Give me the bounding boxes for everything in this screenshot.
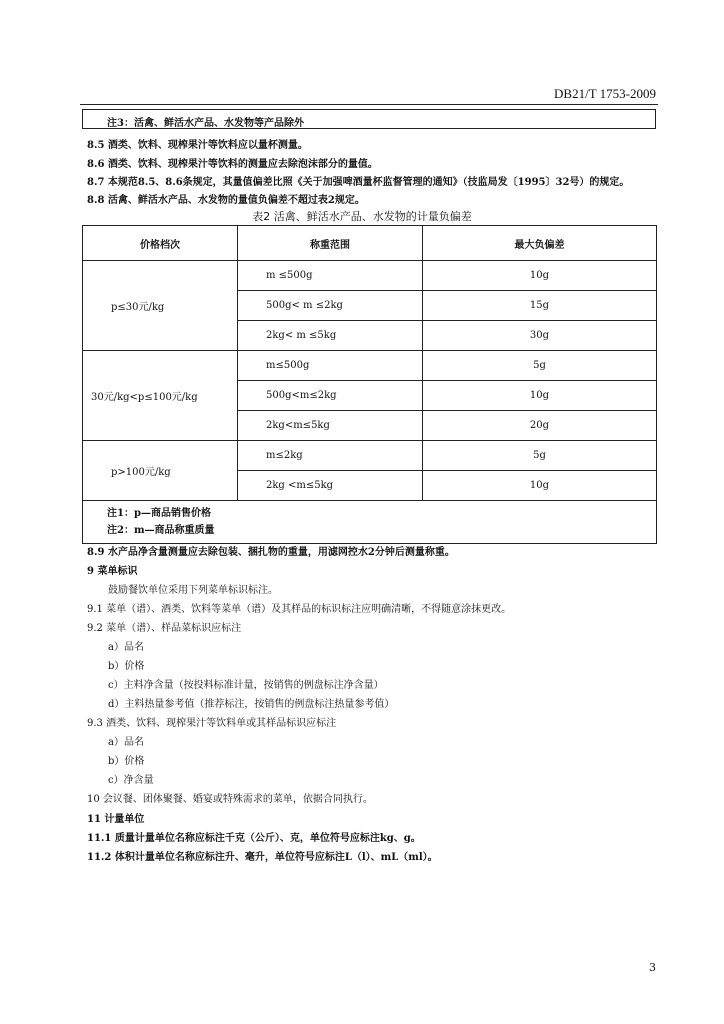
clause-9-2: 9.2 菜单（谱）、样品菜标识应标注 <box>87 623 242 634</box>
deviation-cell: 30g <box>423 321 657 351</box>
list-item: c）净含量 <box>108 775 154 786</box>
deviation-cell: 10g <box>423 471 657 501</box>
document-code-header: DB21/T 1753-2009 <box>554 86 656 101</box>
deviation-cell: 5g <box>423 351 657 381</box>
table-notes-row <box>83 501 657 544</box>
deviation-table <box>82 225 657 544</box>
weight-range-cell: 2kg <m≤5kg <box>238 471 423 501</box>
list-item: c）主料净含量（按投料标准计量，按销售的例盘标注净含量） <box>108 680 384 691</box>
list-item: a）品名 <box>108 737 144 748</box>
price-tier-cell: p≤30元/kg <box>83 261 238 351</box>
table-row <box>83 261 657 291</box>
table-note: 注2：m—商品称重质量 <box>107 525 215 536</box>
list-item: b）价格 <box>108 756 145 767</box>
list-item: d）主料热量参考值（推荐标注，按销售的例盘标注热量参考值） <box>108 699 395 710</box>
clause-11-1: 11.1 质量计量单位名称应标注千克（公斤）、克，单位符号应标注kg、g。 <box>87 833 421 844</box>
clause-8-8: 8.8 活禽、鲜活水产品、水发物的量值负偏差不超过表2规定。 <box>87 195 365 206</box>
deviation-cell: 15g <box>423 291 657 321</box>
weight-range-cell: m ≤500g <box>238 261 423 291</box>
clause-9-1: 9.1 菜单（谱）、酒类、饮料等菜单（谱）及其样品的标识标注应明确清晰，不得随意涂抹更改。 <box>87 604 512 615</box>
table-title: 表2 活禽、鲜活水产品、水发物的计量负偏差 <box>252 210 472 223</box>
deviation-cell: 10g <box>423 261 657 291</box>
weight-range-cell: m≤2kg <box>238 441 423 471</box>
table-notes <box>83 501 657 544</box>
price-tier-cell: p>100元/kg <box>83 441 238 501</box>
clause-8-6: 8.6 酒类、饮料、现榨果汁等饮料的测量应去除泡沫部分的量值。 <box>87 159 378 170</box>
header-rule <box>80 104 658 105</box>
list-item: b）价格 <box>108 661 145 672</box>
deviation-cell: 20g <box>423 411 657 441</box>
table-row <box>83 351 657 381</box>
header-weight-range: 称重范围 <box>238 226 423 261</box>
section-11-heading: 11 计量单位 <box>87 814 145 825</box>
clause-10: 10 会议餐、团体聚餐、婚宴或特殊需求的菜单，依据合同执行。 <box>87 794 373 805</box>
clause-8-7: 8.7 本规范8.5、8.6条规定，其量值偏差比照《关于加强啤酒量杯监督管理的通知》（技监局发〔1995〕32号）的规定。 <box>87 177 630 188</box>
weight-range-cell: 500g< m ≤2kg <box>238 291 423 321</box>
section-9-intro: 鼓励餐饮单位采用下列菜单标识标注。 <box>108 585 278 596</box>
list-item: a）品名 <box>108 642 144 653</box>
clause-9-3: 9.3 酒类、饮料、现榨果汁等饮料单或其样品标识应标注 <box>87 718 337 729</box>
price-tier-cell: 30元/kg<p≤100元/kg <box>83 351 238 441</box>
page-number: 3 <box>649 961 656 974</box>
clause-8-9: 8.9 水产品净含量测量应去除包装、捆扎物的重量，用滤网控水2分钟后测量称重。 <box>87 547 455 558</box>
table-header-row <box>83 226 657 261</box>
table-note: 注1：p—商品销售价格 <box>107 508 211 519</box>
section-9-heading: 9 菜单标识 <box>87 566 138 577</box>
deviation-cell: 5g <box>423 441 657 471</box>
header-price-level: 价格档次 <box>83 226 238 261</box>
weight-range-cell: 2kg<m≤5kg <box>238 411 423 441</box>
weight-range-cell: 500g<m≤2kg <box>238 381 423 411</box>
note-box: 注3：活禽、鲜活水产品、水发物等产品除外 <box>82 109 656 129</box>
table-row <box>83 441 657 471</box>
weight-range-cell: m≤500g <box>238 351 423 381</box>
weight-range-cell: 2kg< m ≤5kg <box>238 321 423 351</box>
clause-11-2: 11.2 体积计量单位名称应标注升、毫升，单位符号应标注L（l）、mL（ml）。 <box>87 852 438 863</box>
clause-8-5: 8.5 酒类、饮料、现榨果汁等饮料应以量杯测量。 <box>87 140 308 151</box>
deviation-cell: 10g <box>423 381 657 411</box>
header-max-deviation: 最大负偏差 <box>423 226 657 261</box>
